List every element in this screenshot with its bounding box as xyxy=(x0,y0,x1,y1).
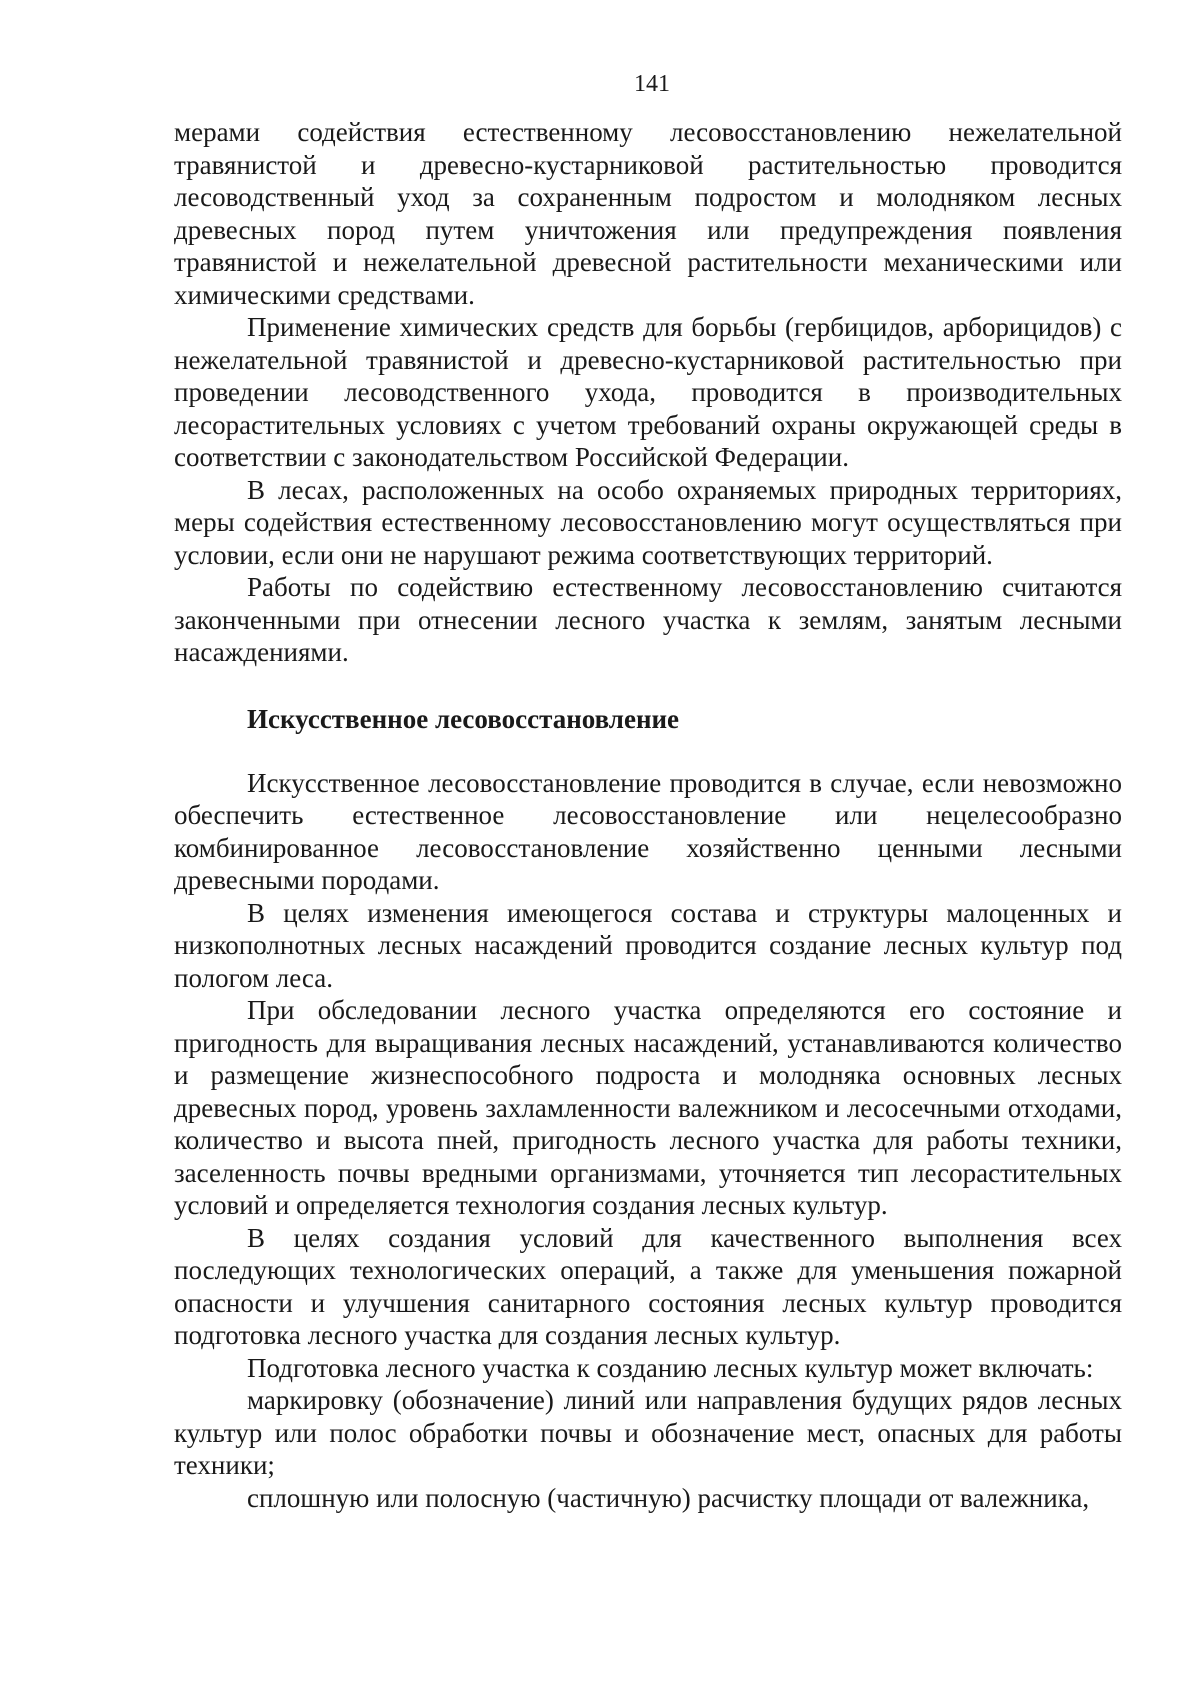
paragraph-artificial-reforestation: Искусственное лесовосстановление проводится в случае, если невозможно обеспечить естественное лесовосстановление или нецелесообразно комбинированное лесовосстановление хозяйственно ценными лесными древесными породами. xyxy=(174,767,1122,895)
paragraph-site-preparation: В целях создания условий для качественного выполнения всех последующих технологических операций, а также для уменьшения пожарной опасности и улучшения санитарного состояния лесных культур проводится подготовка лесного участка для создания лесных культур. xyxy=(174,1222,1122,1350)
list-item-clearing: сплошную или полосную (частичную) расчистку площади от валежника, xyxy=(247,1482,1090,1513)
paragraph-continuation: мерами содействия естественному лесовосстановлению нежелательной травянистой и древесно-кустарниковой растительностью проводится лесоводственный уход за сохраненным подростом и молодняком лесных древесных пород путем уничтожения или предупреждения появления травянистой и нежелательной древесной растительности механическими или химическими средствами. xyxy=(174,117,1122,310)
page-number: 141 xyxy=(634,71,670,97)
paragraph-herbicides: Применение химических средств для борьбы (гербицидов, арборицидов) с нежелательной травянистой и древесно-кустарниковой растительностью при проведении лесоводственного ухода, проводится в производительных лесорастительных условиях с учетом требований охраны окружающей среды в соответствии с законодательством Российской Федерации. xyxy=(174,312,1122,472)
section-heading: Искусственное лесовосстановление xyxy=(247,703,680,734)
paragraph-works-completed: Работы по содействию естественному лесовосстановлению считаются законченными при отнесении лесного участка к землям, занятым лесными насаждениями. xyxy=(174,572,1122,667)
paragraph-protected-territories: В лесах, расположенных на особо охраняемых природных территориях, меры содействия естественному лесовосстановлению могут осуществляться при условии, если они не нарушают режима соответствующих территорий. xyxy=(174,474,1122,570)
document-page xyxy=(174,68,1122,1514)
paragraph-site-survey: При обследовании лесного участка определяются его состояние и пригодность для выращивания лесных насаждений, устанавливаются количество и размещение жизнеспособного подроста и молодняка основных лесных древесных пород, уровень захламленности валежником и лесосечными отходами, количество и высота пней, пригодность лесного участка для работы техники, заселенность почвы вредными организмами, уточняется тип лесорастительных условий и определяется технология создания лесных культур. xyxy=(174,995,1122,1220)
paragraph-preparation-includes: Подготовка лесного участка к созданию лесных культур может включать: xyxy=(247,1352,1094,1383)
paragraph-composition-change: В целях изменения имеющегося состава и структуры малоценных и низкополнотных лесных насаждений проводится создание лесных культур под пологом леса. xyxy=(174,897,1122,993)
list-item-marking: маркировку (обозначение) линий или направления будущих рядов лесных культур или полос обработки почвы и обозначение мест, опасных для работы техники; xyxy=(174,1385,1122,1480)
